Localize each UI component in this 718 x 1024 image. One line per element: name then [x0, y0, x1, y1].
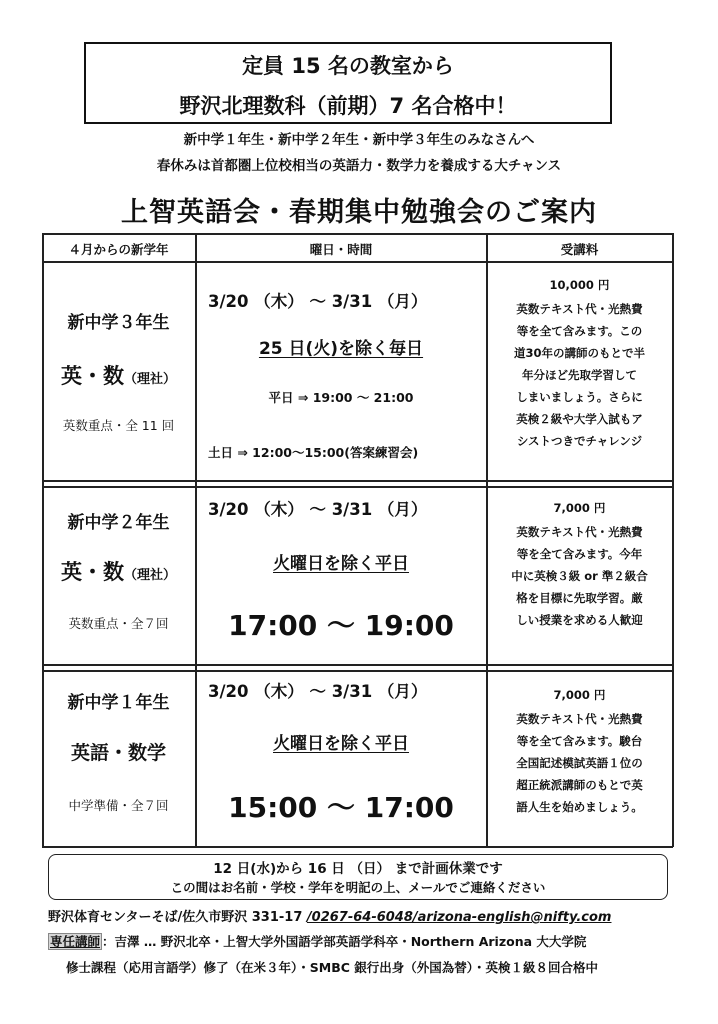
closure-notice-line-2: この間はお名前・学校・学年を明記の上、メールでご連絡ください [170, 880, 546, 895]
contact-address: 野沢体育センターそば/佐久市野沢 331-17 [48, 910, 307, 925]
row-except: 火曜日を除く平日 [273, 554, 409, 574]
row-subject: 英語・数学 [70, 742, 166, 764]
subject-sub: （理社） [123, 372, 176, 387]
teacher-line-1-text: ：吉澤 … 野沢北卒・上智大学外国語学部英語学科卒・Northern Arizona 大大学院 [102, 934, 587, 949]
row-grade: 新中学２年生 [67, 513, 170, 533]
header-grade: ４月からの新学年 [68, 242, 169, 257]
subheadline-line-2: 春休みは首都圏上位校相当の英語力・数学力を養成する大チャンス [156, 158, 562, 174]
row-dates: 3/20 （木） ～ 3/31 （月） [208, 500, 428, 519]
closure-notice [48, 854, 668, 900]
header-fee: 受講料 [560, 242, 599, 257]
teacher-label: 専任講師 [50, 934, 101, 949]
headline-line-2: 野沢北理数科（前期）7 名合格中！ [179, 94, 517, 118]
subject-main: 英・数 [60, 364, 124, 388]
row-except: 25 日(火)を除く毎日 [258, 339, 424, 359]
header-schedule: 曜日・時間 [309, 242, 373, 257]
teacher-info-line-2: 修士課程（応用言語学）修了（在米３年）・SMBC 銀行出身（外国為替）・英検１級８回合格中 [66, 960, 598, 975]
row-dates: 3/20 （木） ～ 3/31 （月） [208, 292, 428, 311]
row-time-weekday: 平日 ⇒ 19:00 ～ 21:00 [268, 390, 414, 405]
row-fee-description: 英数テキスト代・光熱費 等を全て含みます。この 道30年の講師のもとで半 年分ほど先取学習して しまいましょう。さらに 英検２級や大学入試もア シストつきでチャレンジ [513, 302, 645, 448]
contact-phone-email-link[interactable]: /0267-64-6048/arizona-english@nifty.com [306, 910, 612, 925]
row-subject [42, 360, 195, 390]
contact-info [48, 906, 611, 925]
row-dates: 3/20 （木） ～ 3/31 （月） [208, 682, 428, 701]
row-fee-description: 英数テキスト代・光熱費 等を全て含みます。駿台 全国記述模試英語１位の 超正統派講師のもとで英 語人生を始めましょう。 [516, 712, 643, 814]
row-grade: 新中学３年生 [67, 313, 170, 333]
row-price: 7,000 円 [553, 688, 606, 702]
teacher-info-line-1 [48, 932, 586, 950]
headline-box [84, 42, 612, 124]
page-title: 上智英語会・春期集中勉強会のご案内 [121, 197, 597, 228]
closure-notice-line-1: 12 日(水)から 16 日 （日） まで計画休業です [213, 861, 503, 877]
row-time: 17:00 ～ 19:00 [228, 609, 454, 642]
row-focus: 英数重点・全 11 回 [62, 418, 175, 433]
row-subject [42, 556, 195, 586]
row-time-weekend: 土日 ⇒ 12:00～15:00(答案練習会) [208, 445, 419, 460]
row-grade: 新中学１年生 [67, 693, 170, 713]
row-except: 火曜日を除く平日 [273, 734, 409, 754]
subject-sub: （理社） [123, 568, 176, 583]
row-time: 15:00 ～ 17:00 [228, 791, 454, 824]
row-focus: 英数重点・全７回 [68, 616, 169, 631]
headline-line-1: 定員 15 名の教室から [242, 54, 454, 78]
row-fee-description: 英数テキスト代・光熱費 等を全て含みます。今年 中に英検３級 or 準２級合 格を目標に先取学習。厳 しい授業を求める人歓迎 [511, 525, 648, 627]
row-price: 7,000 円 [553, 501, 606, 515]
subject-main: 英・数 [60, 560, 124, 584]
row-focus: 中学準備・全７回 [68, 798, 169, 813]
subheadline-line-1: 新中学１年生・新中学２年生・新中学３年生のみなさんへ [183, 132, 535, 148]
row-price: 10,000 円 [549, 278, 610, 292]
